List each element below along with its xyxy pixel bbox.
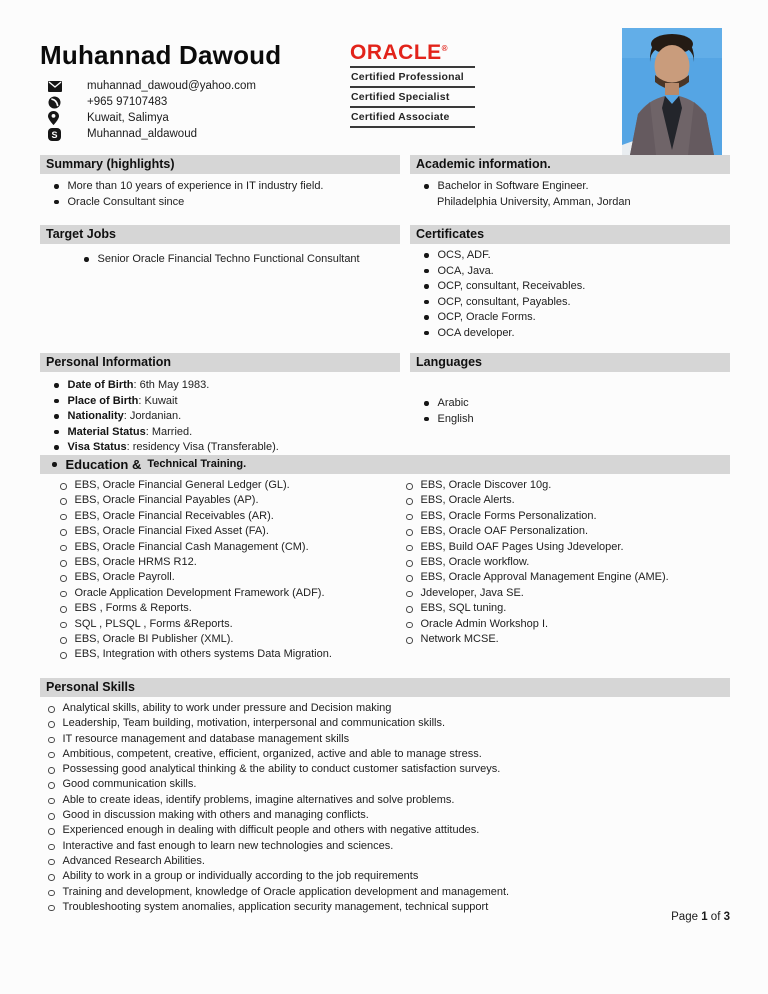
oracle-certification-logo — [350, 38, 478, 128]
bullet-icon — [406, 498, 413, 505]
languages-header: Languages — [410, 353, 730, 372]
contact-skype-text: Muhannad_aldawoud — [87, 128, 197, 140]
personal-skills-header: Personal Skills — [40, 678, 730, 697]
list-item — [424, 264, 730, 280]
svg-text:S: S — [51, 129, 58, 140]
bullet-icon — [424, 269, 429, 274]
list-item-text: Bachelor in Software Engineer. — [437, 180, 589, 192]
list-item-text: Advanced Research Abilities. — [62, 854, 205, 867]
profile-photo — [622, 28, 722, 155]
list-item — [60, 540, 386, 555]
list-item — [424, 396, 730, 412]
bullet-icon — [60, 529, 67, 536]
list-item-text: Oracle Admin Workshop I. — [420, 617, 549, 630]
bullet-icon — [48, 721, 55, 728]
list-item — [60, 478, 386, 493]
list-item — [424, 295, 730, 311]
list-item — [48, 869, 730, 884]
contact-phone-text: +965 97107483 — [87, 96, 168, 108]
list-item-text: EBS, Oracle Financial General Ledger (GL). — [74, 479, 290, 491]
academic-university: Philadelphia University, Amman, Jordan — [437, 195, 631, 208]
list-item-text: English — [437, 412, 474, 425]
bullet-icon — [406, 483, 413, 490]
page-number-value: 1 — [701, 911, 708, 923]
list-item-text: EBS, Build OAF Pages Using Jdeveloper. — [420, 540, 624, 553]
list-item-text: EBS, Oracle Alerts. — [420, 494, 515, 507]
list-item-text: Leadership, Team building, motivation, interpersonal and communication skills. — [62, 717, 446, 730]
education-columns — [40, 478, 730, 663]
list-item — [60, 586, 386, 601]
list-item-text: Senior Oracle Financial Techno Functional Consultant — [97, 253, 360, 265]
bullet-icon — [52, 462, 57, 467]
list-item — [424, 279, 730, 295]
page-number — [671, 911, 730, 923]
registered-mark: ® — [441, 44, 449, 53]
bullet-icon — [406, 529, 413, 536]
list-item — [60, 493, 386, 508]
section-certificates — [410, 225, 730, 353]
bullet-icon — [60, 591, 67, 598]
list-item-text: Good communication skills. — [62, 778, 197, 791]
list-item — [60, 555, 386, 570]
bullet-icon — [48, 905, 55, 912]
list-item — [406, 524, 730, 539]
list-item — [54, 378, 400, 394]
of-word: of — [710, 911, 721, 923]
summary-academic-row — [40, 155, 730, 225]
list-item — [48, 808, 730, 823]
education-column-left — [40, 478, 386, 663]
page-word: Page — [671, 911, 698, 923]
bullet-icon — [424, 331, 429, 336]
list-item — [54, 409, 400, 425]
list-item-text: Oracle Application Development Framework (ADF). — [74, 586, 325, 599]
bullet-icon — [424, 184, 429, 189]
education-header-main: Education & — [65, 457, 142, 472]
personal-languages-row — [40, 353, 730, 455]
list-item-text: Analytical skills, ability to work under pressure and Decision making — [62, 702, 392, 714]
bullet-icon — [48, 767, 55, 774]
list-item — [48, 777, 730, 792]
list-item-text: OCA, Java. — [437, 264, 494, 277]
bullet-icon — [48, 752, 55, 759]
list-item — [48, 854, 730, 869]
list-item-text: Ambitious, competent, creative, efficient, organized, active and able to manage stress. — [62, 747, 482, 760]
list-item-text: EBS, Oracle OAF Personalization. — [420, 525, 589, 538]
bullet-icon — [84, 257, 89, 262]
list-item — [424, 179, 730, 195]
list-item-text: Nationality: Jordanian. — [67, 410, 182, 423]
bullet-icon — [424, 417, 429, 422]
list-item — [54, 440, 400, 456]
personal-skills-list — [40, 701, 730, 915]
bullet-icon — [54, 184, 59, 189]
bullet-icon — [60, 606, 67, 613]
location-icon — [48, 112, 63, 125]
list-item — [48, 701, 730, 716]
list-item-text: EBS, Oracle Payroll. — [74, 571, 175, 584]
list-item-text: Material Status: Married. — [67, 425, 193, 438]
target-certificates-row — [40, 225, 730, 353]
list-item-text: Ability to work in a group or individually according to the job requirements — [62, 870, 419, 883]
list-item-text: OCS, ADF. — [437, 249, 491, 261]
bullet-icon — [424, 401, 429, 406]
list-item — [48, 716, 730, 731]
bullet-icon — [48, 859, 55, 866]
bullet-icon — [406, 637, 413, 644]
list-item-text: Possessing good analytical thinking & the ability to conduct customer satisfaction surveys. — [62, 763, 501, 776]
list-item — [406, 540, 730, 555]
education-header-sub: Technical Training. — [147, 458, 247, 470]
list-item — [48, 793, 730, 808]
list-item — [406, 509, 730, 524]
languages-list — [410, 396, 730, 427]
bullet-icon — [48, 798, 55, 805]
bullet-icon — [60, 483, 67, 490]
list-item — [54, 179, 400, 195]
summary-list — [40, 179, 400, 210]
list-item-text: EBS, Oracle Forms Personalization. — [420, 509, 597, 522]
list-item-text: OCP, consultant, Receivables. — [437, 280, 586, 292]
bullet-icon — [424, 315, 429, 320]
list-item-text: OCA developer. — [437, 326, 515, 339]
list-item — [406, 570, 730, 585]
list-item — [54, 394, 400, 410]
list-item-text: Visa Status: residency Visa (Transferable). — [67, 441, 279, 454]
list-item — [424, 326, 730, 342]
list-item — [60, 570, 386, 585]
bullet-icon — [60, 652, 67, 659]
list-item — [406, 586, 730, 601]
bullet-icon — [48, 706, 55, 713]
oracle-certified-specialist: Certified Specialist — [350, 88, 475, 108]
bullet-icon — [48, 813, 55, 820]
list-item-text: EBS, Oracle Financial Fixed Asset (FA). — [74, 525, 269, 538]
list-item — [54, 195, 400, 211]
bullet-icon — [48, 737, 55, 744]
list-item-text: EBS, Oracle Financial Cash Management (CM). — [74, 540, 309, 553]
target-jobs-header: Target Jobs — [40, 225, 400, 244]
bullet-icon — [48, 874, 55, 881]
list-item — [424, 310, 730, 326]
contact-location-text: Kuwait, Salimya — [87, 112, 169, 124]
bullet-icon — [60, 575, 67, 582]
bullet-icon — [424, 253, 429, 258]
list-item-text: Arabic — [437, 397, 469, 409]
list-item-text: EBS, Oracle BI Publisher (XML). — [74, 633, 234, 646]
oracle-certified-professional: Certified Professional — [350, 68, 475, 88]
list-item — [48, 839, 730, 854]
bullet-icon — [54, 414, 59, 419]
bullet-icon — [48, 844, 55, 851]
bullet-icon — [406, 622, 413, 629]
academic-header: Academic information. — [410, 155, 730, 174]
education-training-header — [40, 455, 730, 474]
list-item — [60, 617, 386, 632]
list-item — [60, 632, 386, 647]
bullet-icon — [54, 200, 59, 205]
bullet-icon — [54, 445, 59, 450]
bullet-icon — [406, 606, 413, 613]
list-item-text: OCP, Oracle Forms. — [437, 311, 536, 323]
list-item — [48, 885, 730, 900]
list-item-text: EBS , Forms & Reports. — [74, 602, 192, 615]
bullet-icon — [54, 383, 59, 388]
bullet-icon — [60, 560, 67, 567]
email-icon — [48, 80, 63, 93]
list-item — [48, 900, 730, 915]
list-item — [60, 601, 386, 616]
section-summary — [40, 155, 400, 225]
list-item — [424, 248, 730, 264]
list-item — [406, 632, 730, 647]
bullet-icon — [60, 498, 67, 505]
list-item-text: Training and development, knowledge of Oracle application development and management. — [62, 885, 510, 898]
certificates-list — [410, 248, 730, 341]
header — [40, 0, 730, 155]
list-item-text: OCP, consultant, Payables. — [437, 295, 571, 308]
list-item-text: Network MCSE. — [420, 633, 499, 646]
bullet-icon — [60, 514, 67, 521]
list-item — [424, 412, 730, 428]
bullet-icon — [48, 828, 55, 835]
list-item-text: EBS, Oracle Financial Receivables (AR). — [74, 509, 274, 522]
skype-icon — [48, 128, 63, 141]
bullet-icon — [406, 560, 413, 567]
bullet-icon — [406, 514, 413, 521]
list-item-text: Jdeveloper, Java SE. — [420, 586, 524, 599]
bullet-icon — [60, 545, 67, 552]
list-item-text: EBS, Oracle Financial Payables (AP). — [74, 494, 259, 507]
bullet-icon — [424, 300, 429, 305]
bullet-icon — [48, 782, 55, 789]
academic-list — [410, 179, 730, 195]
list-item-text: EBS, Oracle HRMS R12. — [74, 556, 197, 569]
section-personal-skills — [40, 678, 730, 915]
list-item — [60, 647, 386, 662]
bullet-icon — [60, 637, 67, 644]
list-item-text: Oracle Consultant since — [67, 195, 185, 208]
bullet-icon — [406, 545, 413, 552]
personal-information-list — [40, 378, 400, 456]
oracle-certified-associate: Certified Associate — [350, 108, 475, 128]
list-item-text: IT resource management and database management skills — [62, 732, 350, 745]
section-education-training — [40, 455, 730, 678]
education-list-left — [40, 478, 386, 663]
list-item-text: SQL , PLSQL , Forms &Reports. — [74, 617, 233, 630]
bullet-icon — [406, 591, 413, 598]
list-item-text: EBS, Integration with others systems Data Migration. — [74, 648, 332, 661]
list-item — [54, 425, 400, 441]
list-item-text: EBS, SQL tuning. — [420, 602, 507, 615]
oracle-wordmark: ORACLE® — [350, 41, 449, 64]
list-item-text: Good in discussion making with others and managing conflicts. — [62, 809, 369, 822]
bullet-icon — [54, 399, 59, 404]
summary-header: Summary (highlights) — [40, 155, 400, 174]
list-item-text: Experienced enough in dealing with difficult people and others with negative attitudes. — [62, 824, 480, 837]
bullet-icon — [406, 575, 413, 582]
list-item — [48, 747, 730, 762]
person-name: Muhannad Dawoud — [40, 40, 282, 70]
education-list-right — [386, 478, 730, 647]
list-item — [406, 617, 730, 632]
list-item-text: Able to create ideas, identify problems, imagine alternatives and solve problems. — [62, 793, 455, 806]
oracle-certification-lines — [350, 66, 475, 128]
list-item-text: EBS, Oracle Approval Management Engine (AME). — [420, 571, 669, 584]
section-personal-information — [40, 353, 400, 455]
personal-information-header: Personal Information — [40, 353, 400, 372]
list-item-text: Interactive and fast enough to learn new technologies and sciences. — [62, 839, 394, 852]
list-item — [60, 524, 386, 539]
list-item — [406, 555, 730, 570]
list-item — [48, 762, 730, 777]
section-target-jobs — [40, 225, 400, 353]
bullet-icon — [54, 430, 59, 435]
certificates-header: Certificates — [410, 225, 730, 244]
list-item — [60, 509, 386, 524]
list-item-text: Troubleshooting system anomalies, application security management, technical support — [62, 900, 489, 913]
bullet-icon — [48, 890, 55, 897]
list-item-text: Place of Birth: Kuwait — [67, 394, 178, 407]
list-item — [84, 252, 400, 268]
phone-icon — [48, 96, 63, 109]
list-item-text: More than 10 years of experience in IT industry field. — [67, 180, 324, 192]
education-column-right — [386, 478, 730, 663]
list-item-text: Date of Birth: 6th May 1983. — [67, 379, 210, 391]
list-item — [406, 601, 730, 616]
list-item-text: EBS, Oracle workflow. — [420, 556, 530, 569]
list-item — [406, 478, 730, 493]
list-item — [48, 823, 730, 838]
bullet-icon — [424, 284, 429, 289]
list-item — [406, 493, 730, 508]
total-pages-value: 3 — [723, 911, 730, 923]
target-jobs-list — [40, 252, 400, 268]
list-item — [48, 732, 730, 747]
bullet-icon — [60, 622, 67, 629]
contact-email-text: muhannad_dawoud@yahoo.com — [87, 80, 256, 92]
list-item-text: EBS, Oracle Discover 10g. — [420, 479, 552, 491]
section-academic — [410, 155, 730, 225]
section-languages — [410, 353, 730, 455]
